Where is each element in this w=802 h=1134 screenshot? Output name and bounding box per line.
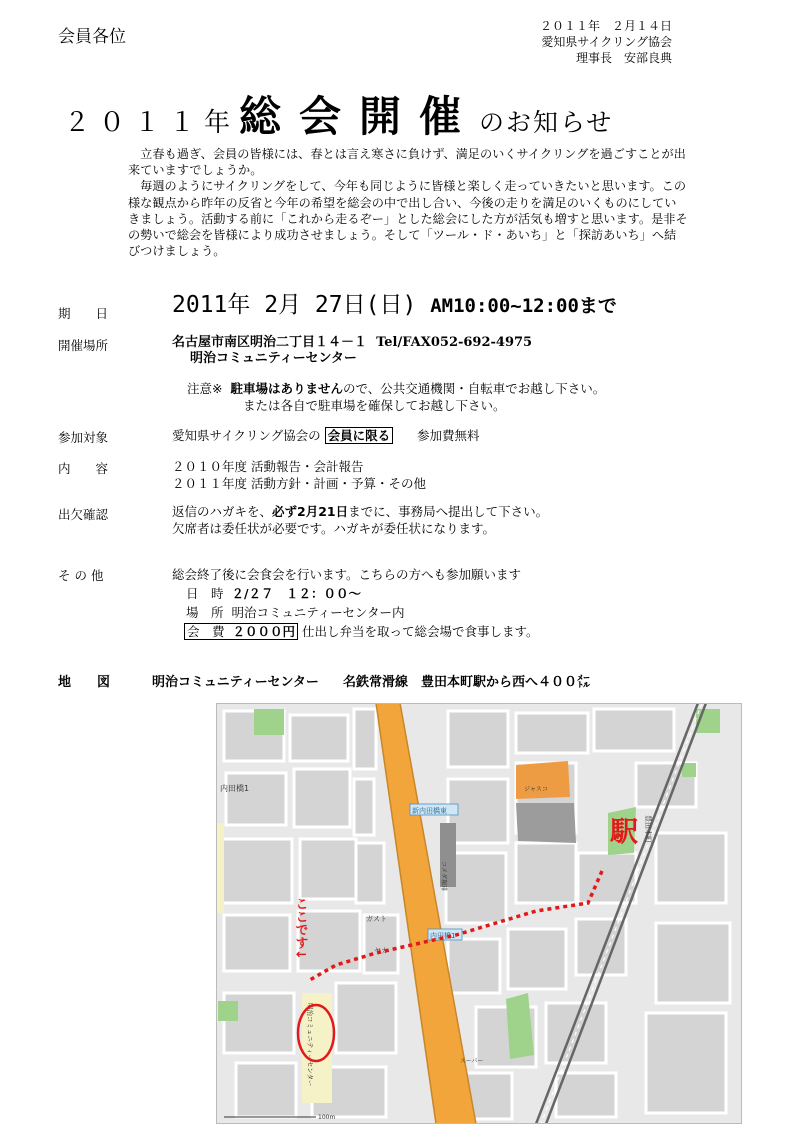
other-block <box>172 565 538 641</box>
map-place-4: 明治コミュニティーセンター <box>306 1003 314 1087</box>
intro-text <box>128 146 688 259</box>
title-sub: のお知らせ <box>479 108 614 137</box>
event-date <box>172 286 617 319</box>
map-place-1: 内田橋1 <box>220 784 250 793</box>
dinner-place-label: 場 所 <box>186 605 224 620</box>
deadline: 必ず2月21日 <box>272 504 349 519</box>
map-label: 地 図 <box>58 675 111 690</box>
map-place-5: ジャスコ <box>524 786 548 793</box>
note-rest: ので、公共交通機関・自転車でお越し下さい。 <box>342 381 606 396</box>
fee-free: 参加費無料 <box>416 428 480 443</box>
event-time: AM10:00~12:00まで <box>430 295 617 317</box>
association-name: 愛知県サイクリング協会 <box>541 35 672 49</box>
members-only-badge: 会員に限る <box>325 427 394 444</box>
dinner-fee-label: 会 費 <box>187 624 225 639</box>
map-stop-1: 新内田橋東 <box>412 807 447 815</box>
signer-name: 理事長 安部良典 <box>575 51 672 65</box>
map-station-name: 豊田本町 <box>644 815 652 843</box>
content-line-1: ２０１０年度 活動報告・会計報告 <box>172 459 364 474</box>
addressee: 会員各位 <box>58 27 126 47</box>
dinner-fee-box <box>184 623 298 640</box>
venue-tel: Tel/FAX052-692-4975 <box>376 335 533 350</box>
shopping-building <box>516 761 570 799</box>
map[interactable] <box>216 703 742 1124</box>
venue-address-block <box>172 335 532 367</box>
content-lines <box>172 458 426 492</box>
venue-address: 名古屋市南区明治二丁目１４－１ <box>172 335 368 350</box>
here-mark: ここです↓ <box>292 897 308 960</box>
issuer-block <box>540 18 672 66</box>
target-prefix: 愛知県サイクリング協会の <box>172 428 321 443</box>
station-mark: 駅 <box>610 815 639 848</box>
attendance-line-2: 欠席者は委任状が必要です。ハガキが委任状になります。 <box>172 521 496 536</box>
map-venue: 明治コミュニティーセンター <box>152 675 319 690</box>
map-stop-2: 内田橋1 <box>430 932 456 940</box>
venue-name: 明治コミュニティーセンター <box>190 351 357 366</box>
content-line-2: ２０１１年度 活動方針・計画・予算・その他 <box>172 476 426 491</box>
other-label: そ の 他 <box>58 568 104 583</box>
title-year: ２０１１年 <box>64 108 240 138</box>
map-scale: 100m <box>318 1114 336 1121</box>
attendance-post: までに、事務局へ提出して下さい。 <box>348 504 549 519</box>
map-place-2: ガスト <box>366 915 387 923</box>
map-header <box>58 671 590 690</box>
intro-paragraph-2: 毎週のようにサイクリングをして、今年も同じように皆様と楽しく走っていきたいと思います。この様な観点から昨年の反省と今年の希望を総会の中で出し合い、今後の走りを満足のいくものにしていきましょう。活動する前に「これから走るぞー」とした総会にした方が活気も増すと思います。是非その勢いで総会を皆様により成功させましょう。そして「ツール・ド・あいち」と「探訪あいち」へ結びつけましょう。 <box>128 179 688 259</box>
dinner-fee-note: 仕出し弁当を取って総会場で食事します。 <box>301 624 539 639</box>
target-label: 参加対象 <box>58 430 109 445</box>
date-label: 期 日 <box>58 306 109 321</box>
note-no-parking: 駐車場はありません <box>230 381 343 396</box>
parking-note <box>187 380 605 414</box>
attendance-label: 出欠確認 <box>58 507 109 522</box>
attendance-pre: 返信のハガキを、 <box>172 504 273 519</box>
map-place-7: スーパー <box>460 1058 484 1065</box>
dinner-place: 明治コミュニティーセンター内 <box>231 605 405 620</box>
attendance-lines <box>172 503 548 537</box>
dinner-datetime-label: 日 時 <box>186 586 224 601</box>
note-line-2: または各自で駐車場を確保してお越し下さい。 <box>243 398 506 413</box>
issue-date: ２０１１年 ２月１４日 <box>539 19 672 33</box>
target-line <box>172 427 480 444</box>
note-prefix: 注意※ <box>187 381 223 396</box>
intro-paragraph-1: 立春も過ぎ、会員の皆様には、春とは言え寒さに負けず、満足のいくサイクリングを過ごすことが出来ていますでしょうか。 <box>128 147 686 178</box>
venue-label: 開催場所 <box>58 338 109 353</box>
map-directions: 名鉄常滑線 豊田本町駅から西へ４００㍍ <box>342 675 590 690</box>
map-place-3: ヤカ <box>374 947 388 955</box>
map-place-6: コメダ珈琲 <box>440 861 447 892</box>
page-title <box>64 84 744 144</box>
other-line-1: 総会終了後に会食会を行います。こちらの方へも参加願います <box>172 567 522 582</box>
dinner-fee-amount: ２０００円 <box>232 624 295 639</box>
event-date-value: 2011年 2月 27日(日) <box>172 292 417 318</box>
content-label: 内 容 <box>58 461 109 476</box>
dinner-datetime: ２/２７ １２：００～ <box>231 586 362 601</box>
title-main: 総会開催 <box>239 92 480 141</box>
